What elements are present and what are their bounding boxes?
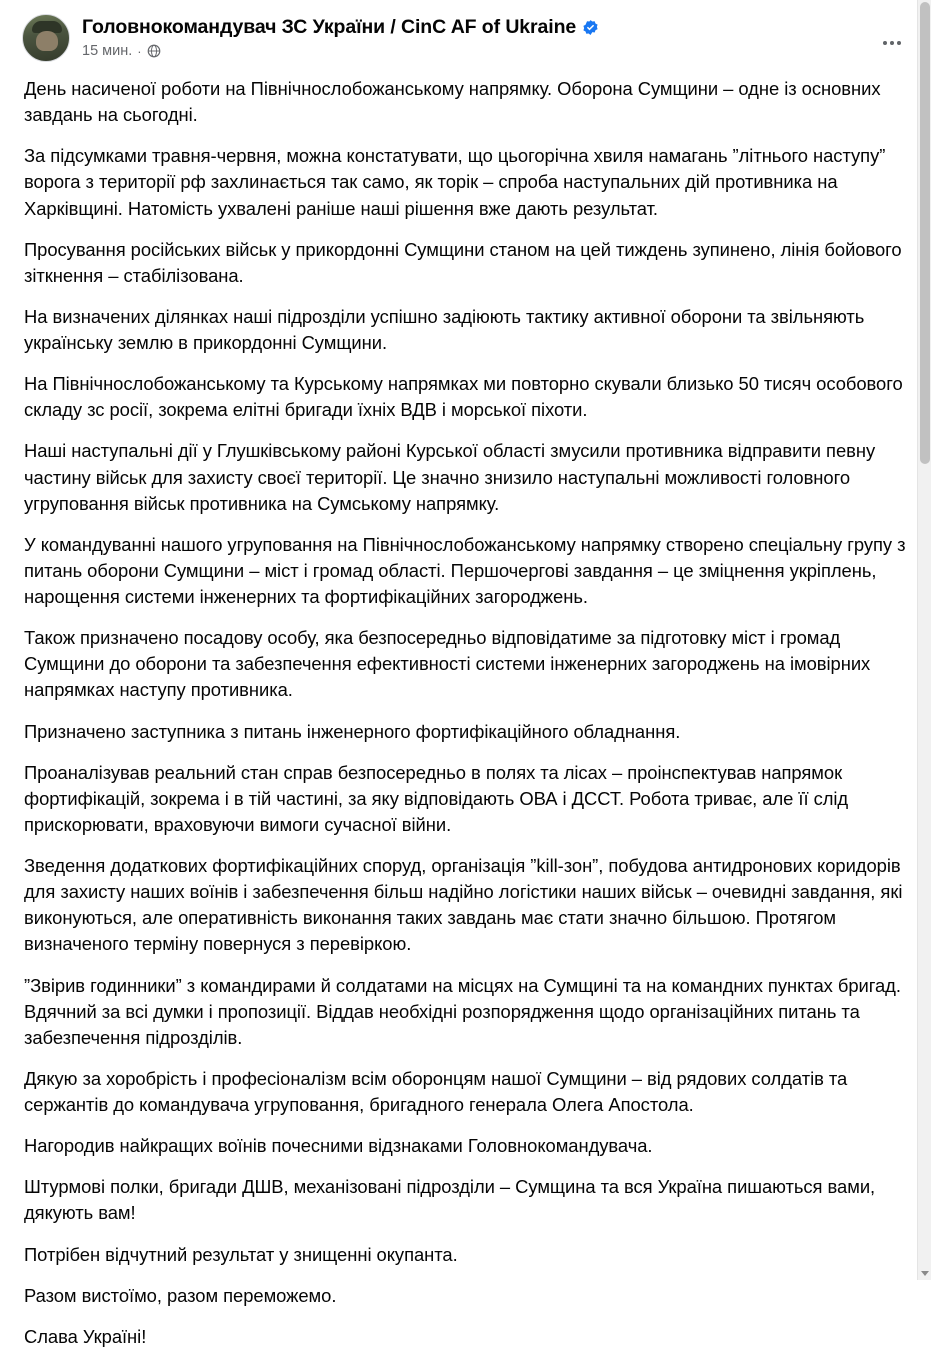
post-paragraph: Призначено заступника з питань інженерного фортифікаційного обладнання. xyxy=(24,720,681,742)
meta-separator: · xyxy=(137,43,142,59)
more-options-button[interactable] xyxy=(875,26,909,60)
post-paragraph: Проаналізував реальний стан справ безпосередньо в полях та лісах – проінспектував напрямок фортифікацій, зокрема і в тій частині, за яку відповідають ОВА і ДССТ. Робота триває, але її слід прискорювати, враховуючи вимоги сучасної війни. xyxy=(24,761,849,835)
post-header-text xyxy=(82,14,909,59)
post-body xyxy=(22,72,909,1350)
dot-icon xyxy=(897,41,901,45)
post-paragraph: Разом вистоїмо, разом переможемо. xyxy=(24,1284,337,1306)
post-paragraph: Штурмові полки, бригади ДШВ, механізовані підрозділи – Сумщина та вся Україна пишаються вами, дякують вам! xyxy=(24,1176,876,1224)
post-paragraph: Потрібен відчутний результат у знищенні окупанта. xyxy=(24,1243,458,1265)
post-paragraph: Нагородив найкращих воїнів почесними відзнаками Головнокомандувача. xyxy=(24,1135,653,1157)
avatar[interactable] xyxy=(22,14,70,62)
post-meta xyxy=(82,43,909,59)
verified-badge-icon xyxy=(582,19,599,36)
dot-icon xyxy=(890,41,894,45)
post-paragraph: За підсумками травня-червня, можна констатувати, що цьогорічна хвиля намагань ”літнього наступу” ворога з території рф захлинається так само, як торік – спроба наступальних дій противника на Харківщині. Натомість ухвалені раніше наші рішення вже дають результат. xyxy=(24,145,886,219)
post-paragraph: Слава Україні! xyxy=(24,1325,147,1347)
post-paragraph: Також призначено посадову особу, яка безпосередньо відповідатиме за підготовку міст і громад Сумщини до оборони та забезпечення ефективності системи інженерних загороджень на імовірних напрямках наступу противника. xyxy=(24,627,871,701)
post-paragraph: Просування російських військ у прикордонні Сумщини станом на цей тиждень зупинено, лінія бойового зіткнення – стабілізована. xyxy=(24,238,902,286)
globe-icon[interactable] xyxy=(147,44,161,58)
scroll-down-arrow[interactable] xyxy=(918,1266,931,1280)
post-paragraph: У командуванні нашого угруповання на Північнослобожанському напрямку створено спеціальну групу з питань оборони Сумщини – міст і громад області. Першочергові завдання – це зміцнення укріплень, нарощення системи інженерних та фортифікаційних загороджень. xyxy=(24,533,906,607)
post-paragraph: Дякую за хоробрість і професіоналізм всім оборонцям нашої Сумщини – від рядових солдатів та сержантів до командувача угруповання, бригадного генерала Олега Апостола. xyxy=(24,1067,848,1115)
post-paragraph: Зведення додаткових фортифікаційних споруд, організація ”kill-зон”, побудова антидронових коридорів для захисту наших воїнів і забезпечення більш надійно логістики наших військ – очевидні завдання, які виконуються, але оперативність виконання таких завдань має стати значно більшою. Протягом визначеного терміну повернуся з перевіркою. xyxy=(24,855,903,955)
vertical-scrollbar[interactable] xyxy=(917,0,931,1280)
post-paragraph: Наші наступальні дії у Глушківському районі Курської області змусили противника відправити певну частину військ для захисту своєї території. Це значно знизило наступальні можливості головного угруповання військ противника на Сумському напрямку. xyxy=(24,440,876,514)
post-timestamp[interactable]: 15 мин. xyxy=(82,43,133,60)
author-row xyxy=(82,16,909,39)
post-paragraph: День насиченої роботи на Північнослобожанському напрямку. Оборона Сумщини – одне із основних завдань на сьогодні. xyxy=(24,78,881,126)
post-paragraph: На визначених ділянках наші підрозділи успішно задіюють тактику активної оборони та звільняють українську землю в прикордонні Сумщини. xyxy=(24,305,865,353)
post-paragraph: На Північнослобожанському та Курському напрямках ми повторно скували близько 50 тисяч особового складу зс росії, зокрема елітні бригади їхніх ВДВ і морської піхоти. xyxy=(24,373,903,421)
post-author-name[interactable]: Головнокомандувач ЗС України / CinC AF of Ukraine xyxy=(82,16,577,38)
post-header xyxy=(22,14,909,72)
scrollbar-thumb[interactable] xyxy=(920,2,930,464)
post-paragraph: ”Звірив годинники” з командирами й солдатами на місцях на Сумщині та на командних пунктах бригад. Вдячний за всі думки і пропозиції. Віддав необхідні розпорядження щодо організаційних питань та забезпечення підрозділів. xyxy=(24,974,901,1048)
dot-icon xyxy=(883,41,887,45)
